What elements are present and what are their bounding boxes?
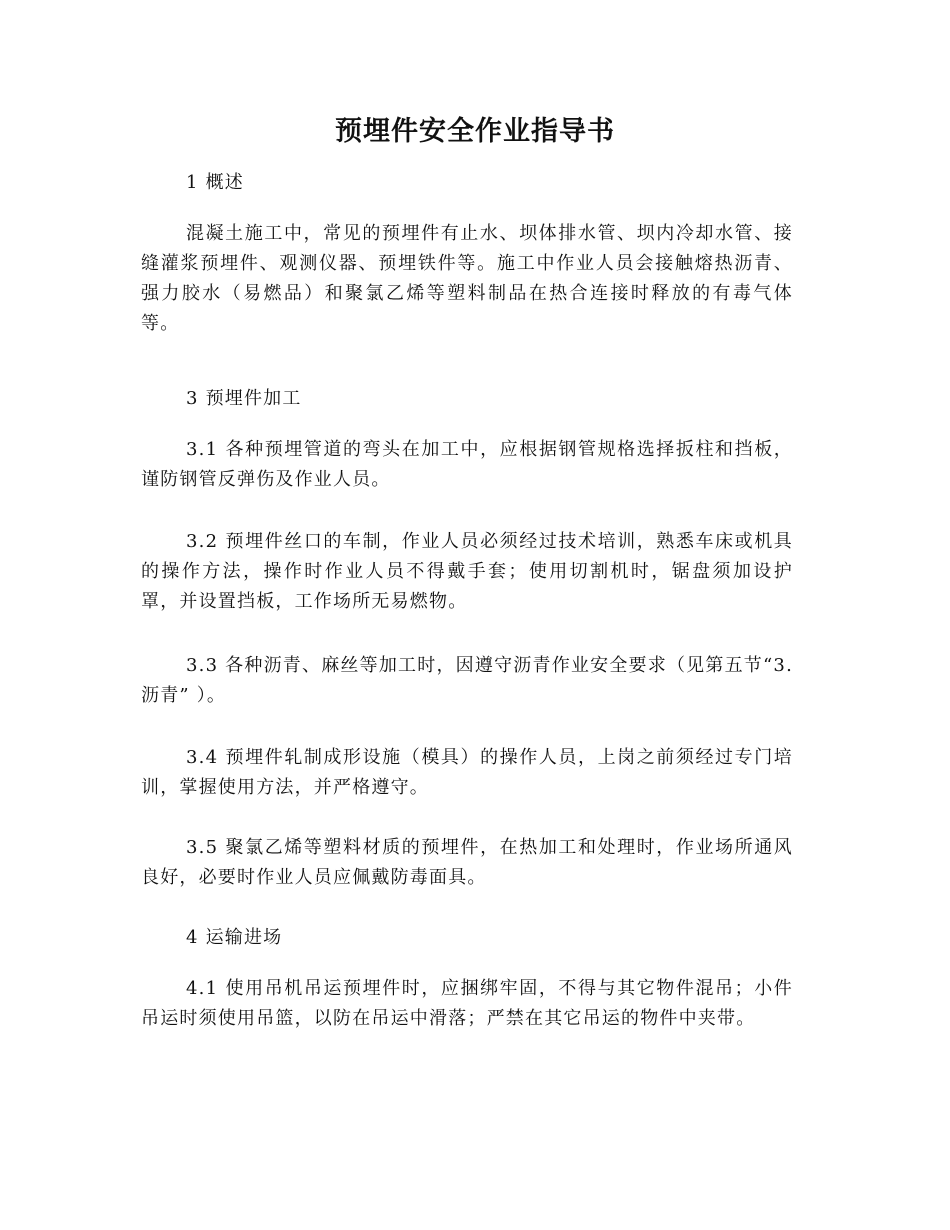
section-heading-transport: 4 运输进场 xyxy=(186,927,283,948)
paragraph-3-3: 3.3 各种沥青、麻丝等加工时，因遵守沥青作业安全要求（见第五节“3.沥青” ）。 xyxy=(141,655,793,706)
paragraph-3-1: 3.1 各种预埋管道的弯头在加工中，应根据钢管规格选择扳柱和挡板，谨防钢管反弹伤及作业人员。 xyxy=(141,439,793,490)
paragraph-4-1: 4.1 使用吊机吊运预埋件时，应捆绑牢固，不得与其它物件混吊；小件吊运时须使用吊篮，以防在吊运中滑落；严禁在其它吊运的物件中夹带。 xyxy=(141,978,793,1029)
paragraph-3-2: 3.2 预埋件丝口的车制，作业人员必须经过技术培训，熟悉车床或机具的操作方法，操作时作业人员不得戴手套；使用切割机时，锯盘须加设护罩，并设置挡板，工作场所无易燃物。 xyxy=(141,531,793,612)
paragraph-3-4: 3.4 预埋件轧制成形设施（模具）的操作人员，上岗之前须经过专门培训，掌握使用方法，并严格遵守。 xyxy=(141,747,793,798)
document-title: 预埋件安全作业指导书 xyxy=(335,116,615,147)
paragraph-overview: 混凝土施工中，常见的预埋件有止水、坝体排水管、坝内冷却水管、接缝灌浆预埋件、观测仪器、预埋铁件等。施工中作业人员会接触熔热沥青、强力胶水（易燃品）和聚氯乙烯等塑料制品在热合连接时释放的有毒气体等。 xyxy=(141,223,793,334)
section-heading-processing: 3 预埋件加工 xyxy=(186,388,302,409)
paragraph-3-5: 3.5 聚氯乙烯等塑料材质的预埋件，在热加工和处理时，作业场所通风良好，必要时作业人员应佩戴防毒面具。 xyxy=(141,837,793,888)
section-heading-overview: 1 概述 xyxy=(186,172,244,193)
